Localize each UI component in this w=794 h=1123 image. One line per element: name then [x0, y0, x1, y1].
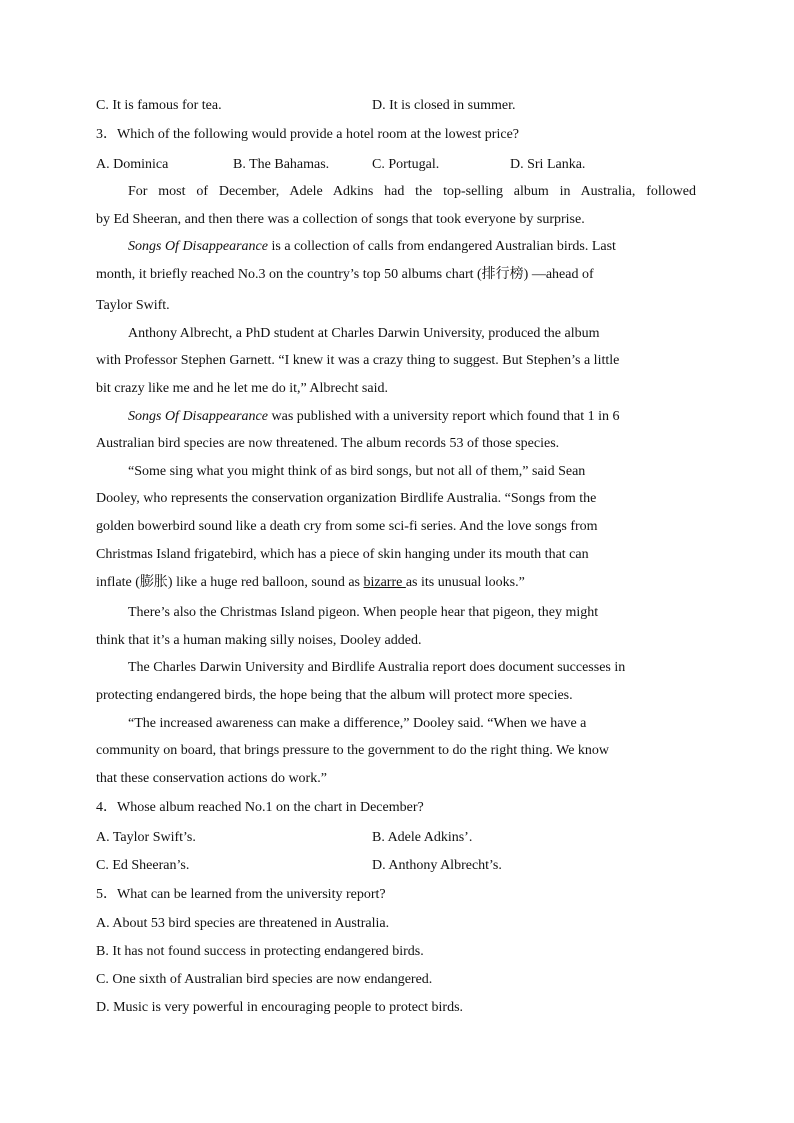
q5-option-d: D. Music is very powerful in encouraging people to protect birds. — [96, 1000, 464, 1015]
passage-p3-line1: Anthony Albrecht, a PhD student at Charles Darwin University, produced the album — [128, 326, 600, 341]
q2-options-row — [96, 96, 696, 116]
q4-option-a: A. Taylor Swift’s. — [96, 830, 196, 845]
passage-p5-line2: Dooley, who represents the conservation organization Birdlife Australia. “Songs from the — [96, 491, 597, 506]
passage-p6-line2: think that it’s a human making silly noises, Dooley added. — [96, 633, 422, 648]
passage-p2-line2: month, it briefly reached No.3 on the country’s top 50 albums chart (排行榜) —ahead of — [96, 267, 594, 282]
q4-options-row1 — [96, 828, 696, 848]
passage-p5-line1: “Some sing what you might think of as bird songs, but not all of them,” said Sean — [128, 464, 586, 479]
q4-options-row2 — [96, 856, 696, 876]
passage-p2-line3: Taylor Swift. — [96, 298, 170, 313]
passage-p7-line1: The Charles Darwin University and Birdlife Australia report does document successes in — [128, 660, 626, 675]
q4-option-d: D. Anthony Albrecht’s. — [372, 858, 502, 873]
passage-p4-line2: Australian bird species are now threatened. The album records 53 of those species. — [96, 436, 560, 451]
q3-option-b: B. The Bahamas. — [233, 157, 330, 172]
q2-option-c: C. It is famous for tea. — [96, 98, 222, 113]
q2-option-d: D. It is closed in summer. — [372, 98, 516, 113]
q3-option-c: C. Portugal. — [372, 157, 440, 172]
q5-stem: 5．What can be learned from the university report? — [96, 887, 386, 902]
q3-option-d: D. Sri Lanka. — [510, 157, 586, 172]
q5-option-b: B. It has not found success in protecting endangered birds. — [96, 944, 424, 959]
passage-p5-line4: Christmas Island frigatebird, which has a piece of skin hanging under its mouth that can — [96, 547, 589, 562]
q5-option-a: A. About 53 bird species are threatened in Australia. — [96, 916, 390, 931]
passage-p5-line5-post: as its unusual looks.” — [405, 575, 525, 590]
passage-p2-line1-rest: is a collection of calls from endangered Australian birds. Last — [268, 239, 616, 254]
passage-p6-line1: There’s also the Christmas Island pigeon. When people hear that pigeon, they might — [128, 605, 599, 620]
passage-p4-line1 — [128, 407, 728, 427]
passage-p1-line1: For most of December, Adele Adkins had the top-selling album in Australia, followed — [128, 184, 696, 199]
underlined-word-bizarre: bizarre — [363, 575, 406, 590]
q3-stem: 3．Which of the following would provide a hotel room at the lowest price? — [96, 127, 520, 142]
passage-p7-line2: protecting endangered birds, the hope being that the album will protect more species. — [96, 688, 573, 703]
passage-p3-line2: with Professor Stephen Garnett. “I knew it was a crazy thing to suggest. But Stephen’s a little — [96, 353, 620, 368]
passage-p5-line5 — [96, 573, 696, 593]
q4-stem: 4．Whose album reached No.1 on the chart in December? — [96, 800, 424, 815]
passage-p8-line2: community on board, that brings pressure to the government to do the right thing. We know — [96, 743, 610, 758]
q4-option-b: B. Adele Adkins’. — [372, 830, 473, 845]
passage-p8-line3: that these conservation actions do work.” — [96, 771, 327, 786]
q4-option-c: C. Ed Sheeran’s. — [96, 858, 190, 873]
album-title: Songs Of Disappearance — [128, 409, 268, 424]
q3-option-a: A. Dominica — [96, 157, 169, 172]
passage-p5-line3: golden bowerbird sound like a death cry from some sci-fi series. And the love songs from — [96, 519, 598, 534]
passage-p4-line1-rest: was published with a university report which found that 1 in 6 — [268, 409, 620, 424]
passage-p8-line1: “The increased awareness can make a difference,” Dooley said. “When we have a — [128, 716, 587, 731]
passage-p3-line3: bit crazy like me and he let me do it,” Albrecht said. — [96, 381, 388, 396]
q5-option-c: C. One sixth of Australian bird species are now endangered. — [96, 972, 433, 987]
passage-p1-line2: by Ed Sheeran, and then there was a collection of songs that took everyone by surprise. — [96, 212, 585, 227]
passage-p5-line5-pre: inflate (膨胀) like a huge red balloon, sound as — [96, 575, 364, 590]
album-title: Songs Of Disappearance — [128, 239, 268, 254]
passage-p2-line1 — [128, 237, 728, 257]
